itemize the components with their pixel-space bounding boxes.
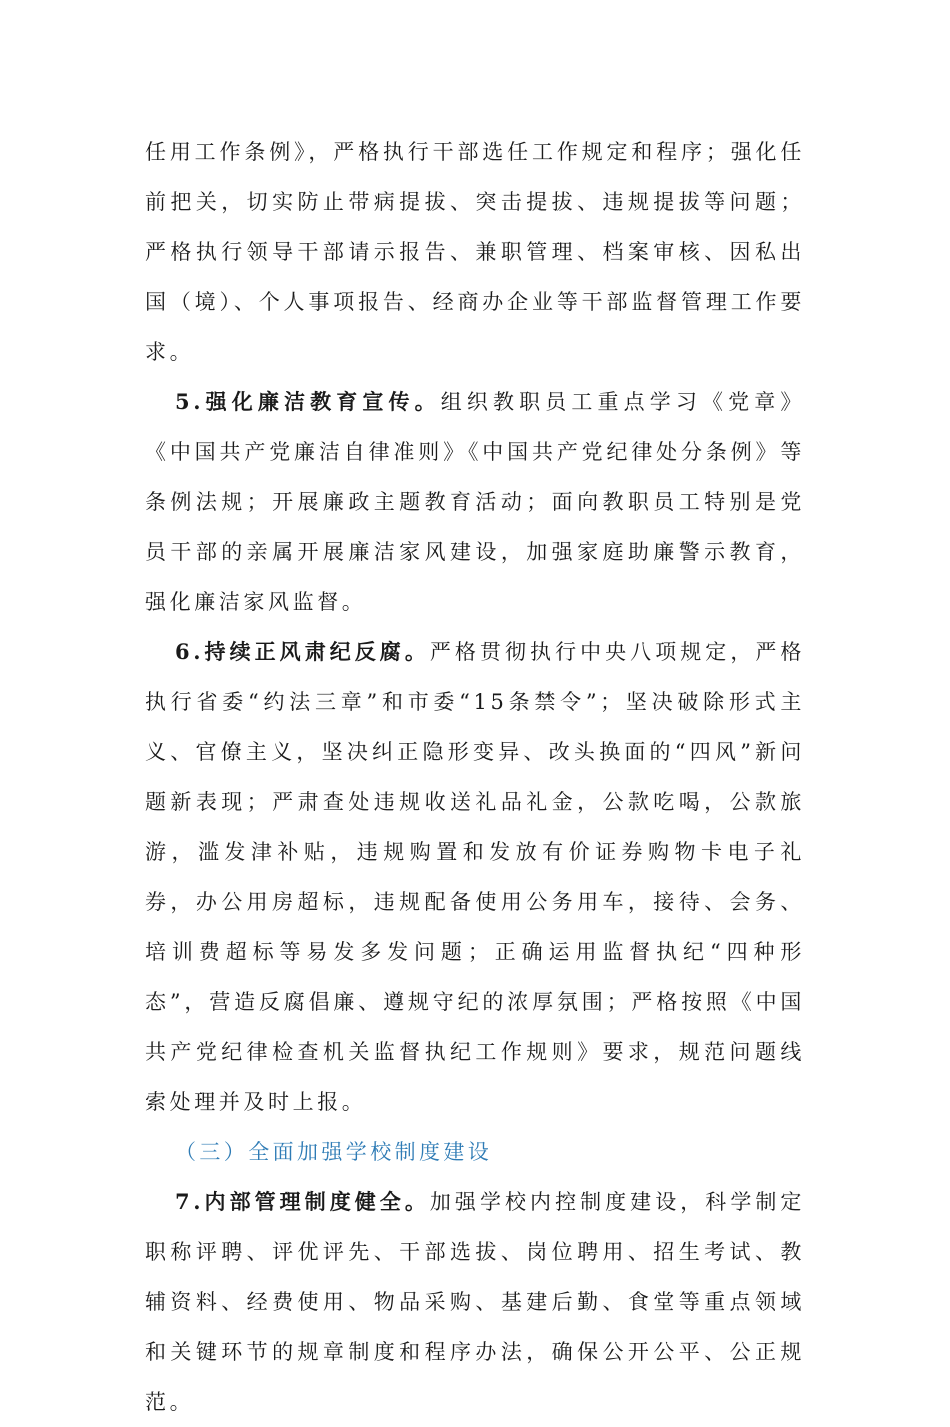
item-5-text: 组织教职员工重点学习《党章》《中国共产党廉洁自律准则》《中国共产党纪律处分条例》等条例法规；开展廉政主题教育活动；面向教职员工特别是党员干部的亲属开展廉洁家风建设，加强家庭助廉警示教育，强化廉洁家风监督。: [145, 390, 805, 614]
paragraph-continuation: [145, 127, 805, 377]
document-page: [145, 127, 805, 1427]
item-7-lead: 7.内部管理制度健全。: [175, 1189, 430, 1214]
paragraph-item-5: [145, 377, 805, 627]
item-6-lead: 6.持续正风肃纪反腐。: [175, 639, 430, 664]
item-6-text: 严格贯彻执行中央八项规定，严格执行省委“约法三章”和市委“15条禁令”；坚决破除形式主义、官僚主义，坚决纠正隐形变异、改头换面的“四风”新问题新表现；严肃查处违规收送礼品礼金，公款吃喝，公款旅游，滥发津补贴，违规购置和发放有价证券购物卡电子礼券，办公用房超标，违规配备使用公务用车，接待、会务、培训费超标等易发多发问题；正确运用监督执纪“四种形态”，营造反腐倡廉、遵规守纪的浓厚氛围；严格按照《中国共产党纪律检查机关监督执纪工作规则》要求，规范问题线索处理并及时上报。: [145, 640, 805, 1114]
paragraph-item-6: [145, 627, 805, 1127]
section-heading-3: （三）全面加强学校制度建设: [175, 1140, 493, 1164]
paragraph-text: 任用工作条例》，严格执行干部选任工作规定和程序；强化任前把关，切实防止带病提拔、突击提拔、违规提拔等问题；严格执行领导干部请示报告、兼职管理、档案审核、因私出国（境）、个人事项报告、经商办企业等干部监督管理工作要求。: [145, 140, 805, 364]
paragraph-item-7: [145, 1177, 805, 1427]
item-7-text: 加强学校内控制度建设，科学制定职称评聘、评优评先、干部选拔、岗位聘用、招生考试、教辅资料、经费使用、物品采购、基建后勤、食堂等重点领域和关键环节的规章制度和程序办法，确保公开公平、公正规范。: [145, 1190, 805, 1414]
item-5-lead: 5.强化廉洁教育宣传。: [175, 389, 441, 414]
